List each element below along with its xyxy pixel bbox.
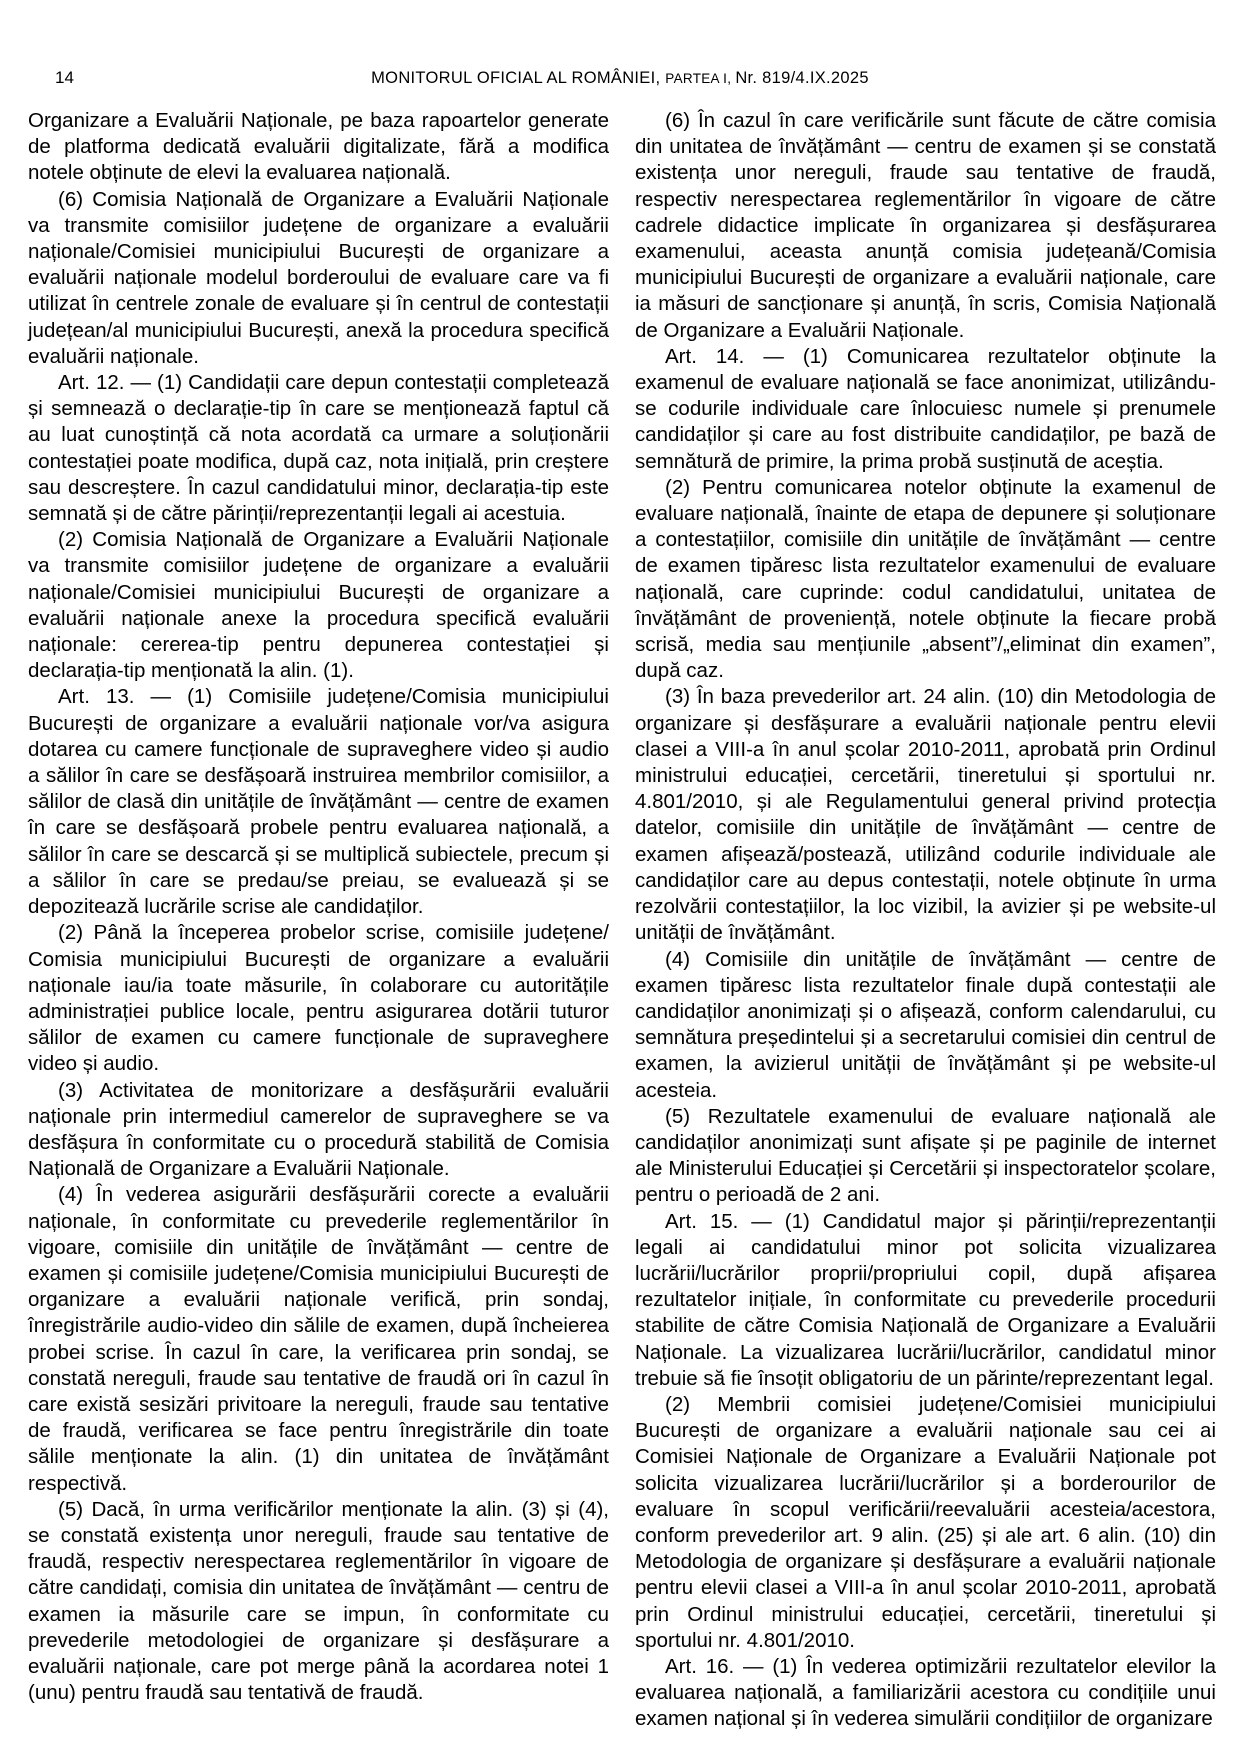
paragraph: Art. 16. — (1) În vederea optimizării rezultatelor elevilor la evaluarea națională, a familiarizării acestora cu condițiile unui examen național și în vederea simulării condițiilor de organizare <box>635 1654 1216 1731</box>
paragraph: Art. 13. — (1) Comisiile județene/Comisia municipiului București de organizare a evaluării naționale vor/va asigura dotarea cu camere funcționale de supraveghere video și audio a sălilor în care se desfășoară instruirea membrilor comisiilor, a sălilor de clasă din unitățile de învățământ — centre de examen în care se desfășoară probele pentru evaluarea națională, a sălilor în care se descarcă și se multiplică subiectele, precum și a sălilor în care se predau/se preiau, se evaluează și se depozitează lucrările scrise ale candidaților. <box>28 685 609 919</box>
paragraph: (2) Comisia Națională de Organizare a Evaluării Naționale va transmite comisiilor județene de organizare a evaluării naționale/Comisiei municipiului București de organizare a evaluării naționale anexe la procedura specifică evaluării naționale: cererea-tip pentru depunerea contestației și declarația-tip menționată la alin. (1). <box>28 528 609 683</box>
paragraph: (4) În vederea asigurării desfășurării corecte a evaluării naționale, în conformitate cu prevederile reglementărilor în vigoare, comisiile din unitățile de învățământ — centre de examen și comisiile județene/Comisia municipiului București de organizare a evaluării naționale verifică, prin sondaj, înregistrările audio-video din sălile de examen, după încheierea probei scrise. În cazul în care, la verificarea prin sondaj, se constată nereguli, fraude sau tentative de fraudă ori în cazul în care există sesizări privitoare la nereguli, fraude sau tentative de fraudă, verificarea se face pentru înregistrările din toate sălile menționate la alin. (1) din unitatea de învățământ respectivă. <box>28 1183 609 1495</box>
paragraph: (5) Dacă, în urma verificărilor menționate la alin. (3) și (4), se constată existența unor nereguli, fraude sau tentative de fraudă, respectiv nerespectarea reglementărilor în vigoare de către candidați, comisia din unitatea de învățământ — centru de examen ia măsurile care se impun, în conformitate cu prevederile metodologiei de organizare și desfășurare a evaluării naționale, care pot merge până la acordarea notei 1 (unu) pentru fraudă sau tentativă de fraudă. <box>28 1497 609 1705</box>
paragraph: Organizare a Evaluării Naționale, pe baza rapoartelor generate de platforma dedicată evaluării digitalizate, fără a modifica notele obținute de elevi la evaluarea națională. <box>28 109 609 185</box>
paragraph: (6) În cazul în care verificările sunt făcute de către comisia din unitatea de învățământ — centru de examen și se constată existența unor nereguli, fraude sau tentative de fraudă, respectiv nerespectarea reglementărilor în vigoare de către cadrele didactice implicate în organizarea și desfășurarea examenului, aceasta anunță comisia județeană/Comisia municipiului București de organizare a evaluării naționale, care ia măsuri de sancționare și anunță, în scris, Comisia Națională de Organizare a Evaluării Naționale. <box>635 109 1216 342</box>
paragraph: (6) Comisia Națională de Organizare a Evaluării Naționale va transmite comisiilor județene de organizare a evaluării naționale/Comisiei municipiului București de organizare a evaluării naționale modelul borderoului de evaluare care va fi utilizat în centrele zonale de evaluare și în centrul de contestații județean/al municipiului București, anexă la procedura specifică evaluării naționale. <box>28 187 609 368</box>
paragraph: (4) Comisiile din unitățile de învățământ — centre de examen tipăresc lista rezultatelor finale după contestații ale candidaților anonimizați și o afișează, conform calendarului, cu semnătura președintelui și a secretarului comisiei din centrul de examen, la avizierul unității de învățământ și pe website-ul acesteia. <box>635 947 1216 1102</box>
paragraph: (5) Rezultatele examenului de evaluare națională ale candidaților anonimizați sunt afișate și pe paginile de internet ale Ministerului Educației și Cercetării și inspectoratelor școlare, pentru o perioadă de 2 ani. <box>635 1104 1216 1207</box>
left-column <box>28 108 609 1733</box>
paragraph: Art. 15. — (1) Candidatul major și părinții/reprezentanții legali ai candidatului minor pot solicita vizualizarea lucrării/lucrărilor proprii/propriului copil, după afișarea rezultatelor inițiale, în conformitate cu prevederile procedurii stabilite de către Comisia Națională de Organizare a Evaluării Naționale. La vizualizarea lucrării/lucrărilor, candidatul minor trebuie să fie însoțit obligatoriu de un părinte/reprezentant legal. <box>635 1209 1216 1390</box>
page-header <box>0 69 1240 88</box>
header-issue: Nr. 819/4.IX.2025 <box>735 69 869 87</box>
two-column-text <box>28 108 1216 1733</box>
paragraph: (2) Pentru comunicarea notelor obținute la examenul de evaluare națională, înainte de etapa de depunere și soluționare a contestațiilor, comisiile din unitățile de învățământ — centre de examen tipăresc lista rezultatelor examenului de evaluare națională, care cuprinde: codul candidatului, unitatea de învățământ de proveniență, notele obținute la fiecare probă scrisă, media sau mențiunile „absent”/„eliminat din examen”, după caz. <box>635 475 1216 683</box>
paragraph: Art. 14. — (1) Comunicarea rezultatelor obținute la examenul de evaluare națională se face anonimizat, utilizându-se codurile individuale care înlocuiesc numele și prenumele candidaților și care au fost distribuite candidaților, pe bază de semnătură de primire, la prima probă susținută de aceștia. <box>635 344 1216 473</box>
paragraph: (3) Activitatea de monitorizare a desfășurării evaluării naționale prin intermediul camerelor de supraveghere se va desfășura în conformitate cu o procedură stabilită de Comisia Națională de Organizare a Evaluării Naționale. <box>28 1078 609 1181</box>
paragraph: Art. 12. — (1) Candidații care depun contestații completează și semnează o declarație-tip în care se menționează faptul că au luat cunoștință că nota acordată ca urmare a soluționării contestației poate modifica, după caz, nota inițială, prin creștere sau descreștere. În cazul candidatului minor, declarația-tip este semnată și de către părinții/reprezentanții legali ai acestuia. <box>28 371 609 526</box>
page-number: 14 <box>55 68 74 87</box>
header-title: MONITORUL OFICIAL AL ROMÂNIEI, <box>371 69 666 87</box>
paragraph: (3) În baza prevederilor art. 24 alin. (10) din Metodologia de organizare și desfășurare a evaluării naționale pentru elevii clasei a VIII-a în anul școlar 2010-2011, aprobată prin Ordinul ministrului educației, cercetării, tineretului și sportului nr. 4.801/2010, și ale Regulamentului general privind protecția datelor, comisiile din unitățile de învățământ — centre de examen afișează/postează, utilizând codurile individuale ale candidaților care au depus contestații, notele obținute în urma rezolvării contestațiilor, la loc vizibil, la avizier și pe website-ul unității de învățământ. <box>635 685 1216 945</box>
right-column <box>635 108 1216 1733</box>
paragraph: (2) Membrii comisiei județene/Comisiei municipiului București de organizare a evaluării naționale sau cei ai Comisiei Naționale de Organizare a Evaluării Naționale pot solicita vizualizarea lucrării/lucrărilor și a borderourilor de evaluare în scopul verificării/reevaluării acesteia/acestora, conform prevederilor art. 9 alin. (25) și ale art. 6 alin. (10) din Metodologia de organizare și desfășurare a evaluării naționale pentru elevii clasei a VIII-a în anul școlar 2010-2011, aprobată prin Ordinul ministrului educației, cercetării, tineretului și sportului nr. 4.801/2010. <box>635 1392 1216 1652</box>
paragraph: (2) Până la începerea probelor scrise, comisiile județene/ Comisia municipiului București de organizare a evaluării naționale iau/ia toate măsurile, în colaborare cu autoritățile administrației publice locale, pentru asigurarea dotării tuturor sălilor de examen cu camere funcționale de supraveghere video și audio. <box>28 921 609 1076</box>
header-part: PARTEA I, <box>665 71 736 86</box>
